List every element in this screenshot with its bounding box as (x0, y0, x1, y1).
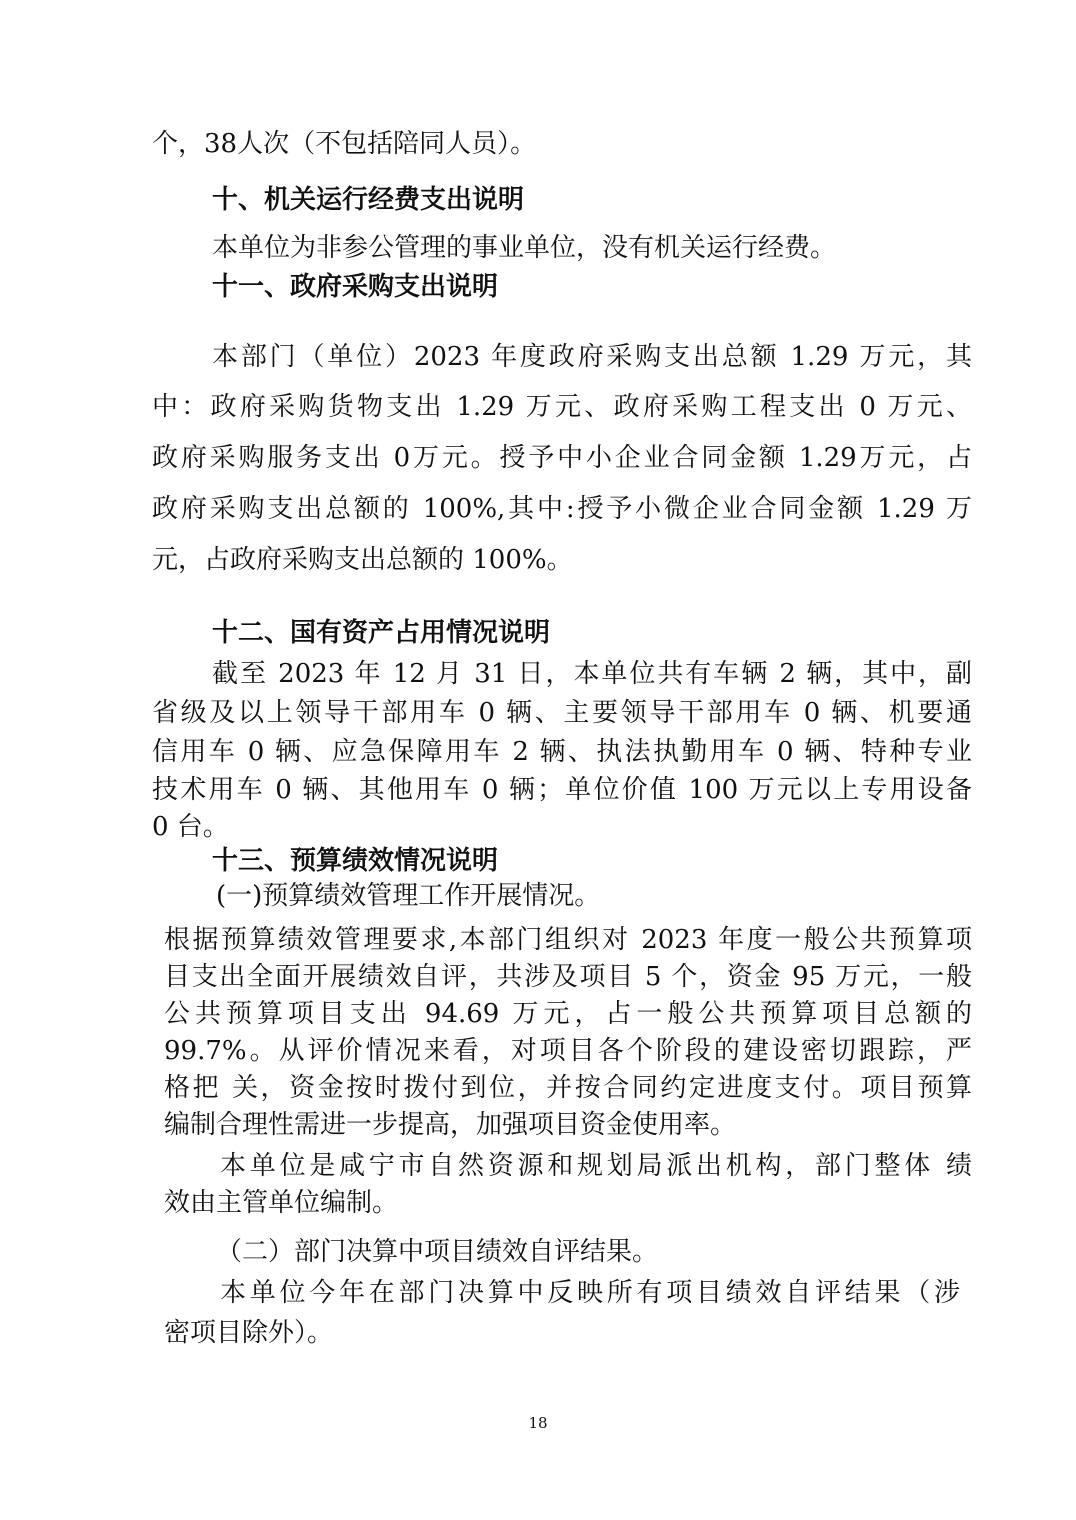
section-heading: 十三、预算绩效情况说明 (212, 846, 499, 876)
body-line: 本部门（单位）2023 年度政府采购支出总额 1.29 万元，其 (212, 342, 972, 372)
page-number: 18 (528, 1414, 548, 1432)
body-line: 政府采购支出总额的 100%,其中:授予小微企业合同金额 1.29 万 (152, 494, 972, 524)
section-heading: 十二、国有资产占用情况说明 (212, 618, 551, 648)
body-line: 截至 2023 年 12 月 31 日，本单位共有车辆 2 辆，其中，副 (212, 659, 972, 689)
body-line: 效由主管单位编制。 (164, 1188, 399, 1218)
body-line: 元，占政府采购支出总额的 100%。 (152, 545, 573, 575)
body-line: 本单位为非参公管理的事业单位，没有机关运行经费。 (212, 233, 837, 263)
body-line: 99.7%。从评价情况来看，对项目各个阶段的建设密切跟踪，严 (164, 1036, 972, 1066)
body-line: 格把 关，资金按时拨付到位，并按合同约定进度支付。项目预算 (164, 1073, 972, 1103)
body-line: 省级及以上领导干部用车 0 辆、主要领导干部用车 0 辆、机要通 (152, 698, 972, 728)
body-line: 个，38人次（不包括陪同人员）。 (152, 129, 537, 159)
body-line: 编制合理性需进一步提高，加强项目资金使用率。 (164, 1110, 737, 1140)
body-line: 公共预算项目支出 94.69 万元，占一般公共预算项目总额的 (164, 999, 972, 1029)
body-line: 本单位是咸宁市自然资源和规划局派出机构，部门整体 绩 (220, 1151, 972, 1181)
body-line: 本单位今年在部门决算中反映所有项目绩效自评结果（涉 (220, 1278, 960, 1308)
section-heading: 十一、政府采购支出说明 (212, 272, 499, 302)
body-line: 中：政府采购货物支出 1.29 万元、政府采购工程支出 0 万元、 (152, 392, 972, 422)
body-line: 根据预算绩效管理要求,本部门组织对 2023 年度一般公共预算项 (164, 925, 972, 955)
body-line: 政府采购服务支出 0万元。授予中小企业合同金额 1.29万元，占 (152, 443, 972, 473)
body-line: 技术用车 0 辆、其他用车 0 辆；单位价值 100 万元以上专用设备 (152, 775, 972, 805)
body-line: 密项目除外）。 (164, 1318, 334, 1348)
body-line: 0 台。 (152, 812, 229, 842)
body-line: 目支出全面开展绩效自评，共涉及项目 5 个，资金 95 万元，一般 (164, 962, 972, 992)
body-line: 信用车 0 辆、应急保障用车 2 辆、执法执勤用车 0 辆、特种专业 (152, 737, 972, 767)
section-heading: 十、机关运行经费支出说明 (212, 185, 525, 215)
subsection-heading: （二）部门决算中项目绩效自评结果。 (216, 1237, 659, 1267)
subsection-heading: (一)预算绩效管理工作开展情况。 (216, 881, 601, 911)
